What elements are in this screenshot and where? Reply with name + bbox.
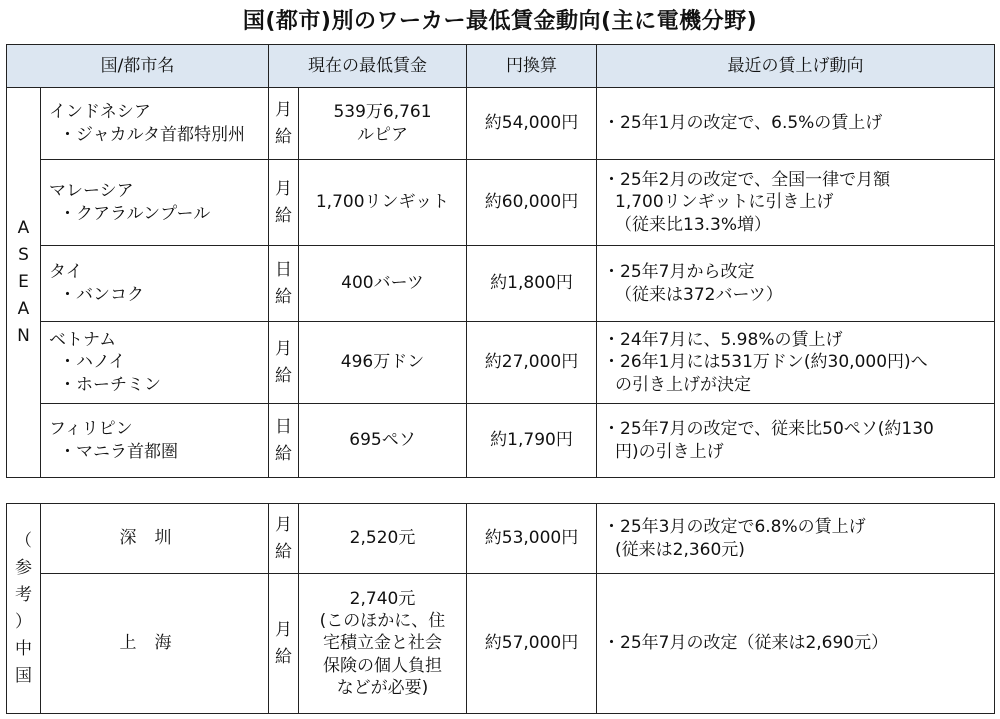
- wage-text: 2,520元: [349, 528, 416, 549]
- pay-type-char: 月: [275, 338, 293, 359]
- pay-type-char: 月: [275, 619, 292, 640]
- header-yen: 円換算: [467, 45, 597, 88]
- trend-line: ・24年7月に、5.98%の賃上げ: [603, 330, 843, 351]
- pay-type-char: 給: [275, 443, 293, 464]
- table-row: [7, 404, 995, 478]
- yen-cell: 約60,000円: [467, 160, 597, 246]
- country-name: マレーシア: [49, 181, 134, 202]
- pay-type-cell: [269, 574, 299, 714]
- table-header-row: [7, 45, 995, 88]
- table-row: [7, 322, 995, 404]
- region-label-char: 考: [15, 584, 32, 605]
- trend-line: ・25年3月の改定で6.8%の賃上げ: [603, 517, 866, 538]
- region-label-char: A: [17, 218, 30, 238]
- region-label-char: ）: [15, 611, 32, 632]
- wage-cell: [299, 322, 467, 404]
- wage-text: 400バーツ: [341, 273, 424, 294]
- yen-cell: 約57,000円: [467, 574, 597, 714]
- wage-cell: [299, 574, 467, 714]
- trend-cell: [597, 160, 995, 246]
- trend-line: 1,700リンギットに引き上げ: [615, 192, 834, 213]
- city-name: ・ジャカルタ首都特別州: [59, 124, 245, 145]
- wage-text: 2,740元: [349, 589, 416, 610]
- region-label-asean: [7, 88, 41, 478]
- wage-cell: [299, 504, 467, 574]
- header-wage: 現在の最低賃金: [269, 45, 467, 88]
- wage-text: 496万ドン: [340, 352, 425, 373]
- pay-type-char: 日: [275, 259, 293, 280]
- region-label-char: N: [17, 326, 30, 346]
- trend-line: ・25年7月の改定（従来は2,690元）: [603, 633, 889, 654]
- city-cell: [41, 88, 269, 160]
- yen-cell: 約53,000円: [467, 504, 597, 574]
- asean-wage-table: [6, 44, 995, 478]
- yen-cell: 約27,000円: [467, 322, 597, 404]
- city-name: ・ハノイ: [59, 352, 126, 373]
- pay-type-cell: [269, 88, 299, 160]
- trend-line: の引き上げが決定: [615, 374, 752, 395]
- yen-cell: 約1,790円: [467, 404, 597, 478]
- pay-type-char: 給: [275, 286, 293, 307]
- pay-type-char: 月: [275, 99, 293, 120]
- pay-type-cell: [269, 404, 299, 478]
- table-row: [7, 160, 995, 246]
- city-cell: [41, 404, 269, 478]
- country-name: ベトナム: [49, 330, 117, 351]
- city-name: ・クアラルンプール: [59, 203, 211, 224]
- yen-cell: 約1,800円: [467, 246, 597, 322]
- city-cell: [41, 322, 269, 404]
- pay-type-cell: [269, 504, 299, 574]
- trend-cell: [597, 574, 995, 714]
- trend-cell: [597, 322, 995, 404]
- pay-type-cell: [269, 322, 299, 404]
- wage-text: などが必要): [336, 677, 429, 698]
- wage-text: 保険の個人負担: [323, 655, 442, 676]
- wage-cell: [299, 160, 467, 246]
- wage-cell: [299, 88, 467, 160]
- wage-text: (このほかに、住: [319, 611, 446, 632]
- region-label-china: [7, 504, 41, 714]
- wage-text: 695ペソ: [349, 430, 416, 451]
- yen-cell: 約54,000円: [467, 88, 597, 160]
- trend-line: ・25年7月の改定で、従来比50ペソ(約130: [603, 419, 934, 440]
- region-label-char: S: [18, 245, 29, 265]
- city-name: ・マニラ首都圏: [59, 441, 178, 462]
- table-row: [7, 504, 995, 574]
- wage-text: 1,700リンギット: [315, 192, 450, 213]
- city-name: 深圳: [41, 504, 269, 574]
- wage-text: 宅積立金と社会: [323, 633, 442, 654]
- trend-cell: [597, 504, 995, 574]
- table-row: [7, 88, 995, 160]
- wage-cell: [299, 404, 467, 478]
- city-cell: [41, 160, 269, 246]
- trend-line: ・25年1月の改定で、6.5%の賃上げ: [603, 113, 883, 134]
- trend-line: （従来は372バーツ）: [615, 284, 783, 305]
- header-city: 国/都市名: [7, 45, 269, 88]
- pay-type-char: 給: [275, 126, 293, 147]
- trend-cell: [597, 246, 995, 322]
- city-cell: [41, 246, 269, 322]
- city-name: ・バンコク: [59, 284, 144, 305]
- pay-type-char: 月: [275, 178, 293, 199]
- region-label-char: 中: [15, 638, 32, 659]
- wage-text: 539万6,761: [333, 102, 432, 123]
- pay-type-char: 日: [275, 416, 293, 437]
- region-label-char: E: [18, 272, 29, 292]
- region-label-char: A: [17, 299, 30, 319]
- trend-line: 円)の引き上げ: [615, 441, 724, 462]
- wage-cell: [299, 246, 467, 322]
- china-wage-table: [6, 503, 995, 714]
- trend-line: （従来比13.3%増）: [615, 214, 772, 235]
- city-name: ・ホーチミン: [59, 374, 161, 395]
- country-name: フィリピン: [49, 419, 133, 440]
- pay-type-char: 給: [275, 541, 292, 562]
- trend-line: ・25年2月の改定で、全国一律で月額: [603, 170, 891, 191]
- pay-type-char: 給: [275, 365, 293, 386]
- region-label-char: 参: [15, 557, 32, 578]
- table-row: [7, 574, 995, 714]
- city-name: 上海: [41, 574, 269, 714]
- pay-type-char: 月: [275, 514, 292, 535]
- trend-line: ・25年7月から改定: [603, 262, 755, 283]
- pay-type-char: 給: [275, 646, 292, 667]
- header-trend: 最近の賃上げ動向: [597, 45, 995, 88]
- pay-type-char: 給: [275, 205, 293, 226]
- trend-cell: [597, 88, 995, 160]
- country-name: タイ: [49, 262, 83, 283]
- trend-cell: [597, 404, 995, 478]
- table-row: [7, 246, 995, 322]
- page-title: 国(都市)別のワーカー最低賃金動向(主に電機分野): [242, 9, 758, 34]
- wage-text: ルピア: [357, 124, 409, 145]
- pay-type-cell: [269, 160, 299, 246]
- country-name: インドネシア: [49, 102, 151, 123]
- pay-type-cell: [269, 246, 299, 322]
- region-label-char: 国: [15, 665, 32, 686]
- trend-line: ・26年1月には531万ドン(約30,000円)へ: [603, 352, 928, 373]
- region-label-char: （: [15, 530, 32, 551]
- trend-line: (従来は2,360元): [615, 539, 745, 560]
